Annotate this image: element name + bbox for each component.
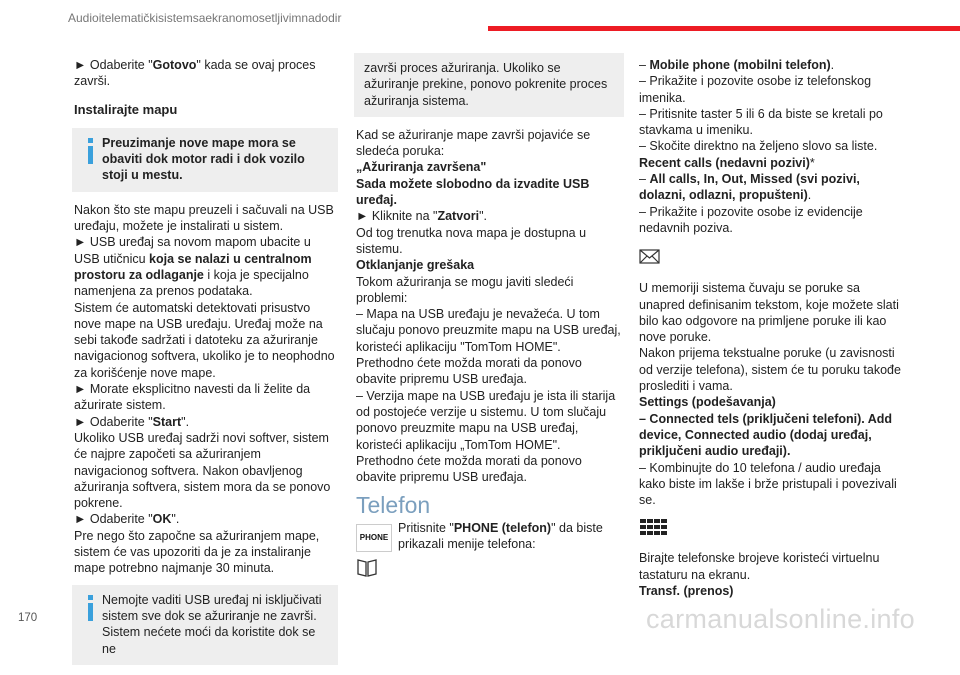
info-note-continued: završi proces ažuriranja. Ukoliko se ažuriranje prekine, ponovo pokrenite proces ažuriranja sistema. (354, 53, 624, 117)
info-icon (82, 593, 100, 623)
paragraph: ► Kliknite na "Zatvori". (356, 209, 488, 224)
paragraph: Kad se ažuriranje mape završi pojaviće se sledeća poruka: (356, 127, 591, 159)
info-icon (82, 136, 100, 166)
paragraph: – Connected tels (priključeni telefoni). Add device, Connected audio (dodaj uređaj, priključeni audio uređaji). (639, 411, 893, 459)
book-icon (356, 558, 378, 578)
paragraph: Ukoliko USB uređaj sadrži novi softver, sistem će najpre započeti sa ažuriranjem navigacionog softvera. Nakon obavljenog ažuriranja softvera, sistem mora da se ponovo pokrene. (74, 430, 331, 511)
paragraph: ► Odaberite "Start". (74, 414, 190, 429)
paragraph: Nakon prijema tekstualne poruke (u zavisnosti od verzije telefona), sistem će tu poruku takođe proslediti i vama. (639, 346, 901, 394)
column-1 (74, 57, 338, 675)
paragraph: ► Odaberite "OK". (74, 512, 180, 527)
info-note: Nemojte vaditi USB uređaj ni isključivati sistem sve dok se ažuriranje ne završi. Sistem nećete moći da koristite dok se ne (72, 585, 338, 665)
header-accent-bar (488, 26, 960, 31)
watermark: carmanualsonline.info (646, 604, 915, 634)
paragraph: Nakon što ste mapu preuzeli i sačuvali na USB uređaju, možete je instalirati u sistem. (74, 202, 334, 234)
section-heading: Instalirajte mapu (74, 101, 178, 117)
subheading: Settings (podešavanja) (639, 395, 776, 410)
paragraph: – Kombinujte do 10 telefona / audio uređaja kako biste im lakše i brže pristupali i povezivali se. (639, 460, 897, 508)
list-item: – Prikažite i pozovite osobe iz evidencije nedavnih poziva. (639, 204, 863, 235)
phone-icon: PHONE (356, 524, 392, 552)
paragraph: Prethodno ćete možda morati da ponovo obavite pripremu USB uređaja. (356, 453, 582, 485)
paragraph: Otklanjanje grešaka (356, 258, 475, 273)
subheading: Transf. (prenos) (639, 584, 734, 599)
paragraph: „Ažuriranja završena" (356, 160, 487, 175)
paragraph: Pre nego što započne sa ažuriranjem mape, sistem će vas upozoriti da je za instaliranje mape potrebno najmanje 30 minuta. (74, 528, 320, 576)
paragraph: Prethodno ćete možda morati da ponovo obavite pripremu USB uređaja. (356, 356, 582, 387)
paragraph: Birajte telefonske brojeve koristeći virtuelnu tastaturu na ekranu. (639, 551, 880, 582)
header-title: Audioitelematičkisistemsaekranomosetljivimnadodir (68, 11, 342, 25)
paragraph: Sistem će automatski detektovati prisustvo nove mape na USB uređaju. Uređaj može na sebi takođe sadržati i datoteku za ažuriranje navigacionog softvera, ukoliko je to neophodno za korišćenje nove mape. (74, 300, 335, 380)
list-item: – Mobile phone (mobilni telefon). (639, 58, 835, 72)
envelope-icon (639, 248, 661, 266)
column-3 (639, 57, 907, 599)
list-item: – Skočite direktno na željeno slovo sa liste. (639, 139, 878, 154)
paragraph: ► USB uređaj sa novom mapom ubacite u USB utičnicu koja se nalazi u centralnom prostoru za odlaganje i koja je specijalno namenjena za prenos podataka. (74, 235, 312, 299)
list-item: – Pritisnite taster 5 ili 6 da biste se kretali po stavkama u imeniku. (639, 106, 883, 138)
paragraph: – Verzija mape na USB uređaju je ista ili starija od postojeće verzije u sistemu. U tom slučaju ponovo preuzmite mapu na USB uređaj, koristeći aplikaciju „TomTom HOME". (356, 388, 616, 452)
paragraph: ► Odaberite "Gotovo" kada se ovaj proces završi. (74, 58, 316, 89)
info-note: Preuzimanje nove mape mora se obaviti dok motor radi i dok vozilo stoji u mestu. (72, 128, 338, 192)
paragraph: Tokom ažuriranja se mogu javiti sledeći problemi: (356, 274, 574, 305)
list-item: – All calls, In, Out, Missed (svi pozivi, dolazni, odlazni, propušteni). (639, 172, 860, 203)
column-2 (356, 57, 624, 582)
keypad-icon (639, 518, 669, 538)
paragraph: U memoriji sistema čuvaju se poruke sa unapred definisanim tekstom, koje možete slati bilo kao odgovore na primljene poruke ili kao nove poruke. (639, 281, 899, 345)
paragraph: – Mapa na USB uređaju je nevažeća. U tom slučaju ponovo preuzmite mapu na USB uređaj, koristeći aplikaciju "TomTom HOME". (356, 307, 621, 354)
paragraph: Sada možete slobodno da izvadite USB uređaj. (356, 176, 590, 208)
paragraph: Od tog trenutka nova mapa je dostupna u sistemu. (356, 225, 587, 256)
phone-instruction: PHONE Pritisnite "PHONE (telefon)" da biste prikazali menije telefona: (356, 520, 624, 554)
page-number: 170 (18, 612, 38, 624)
subheading: Recent calls (nedavni pozivi)* (639, 155, 815, 170)
list-item: – Prikažite i pozovite osobe iz telefonskog imenika. (639, 74, 872, 105)
section-title-telefon: Telefon (356, 492, 431, 519)
paragraph: ► Morate eksplicitno navesti da li želite da ažurirate sistem. (74, 382, 311, 413)
